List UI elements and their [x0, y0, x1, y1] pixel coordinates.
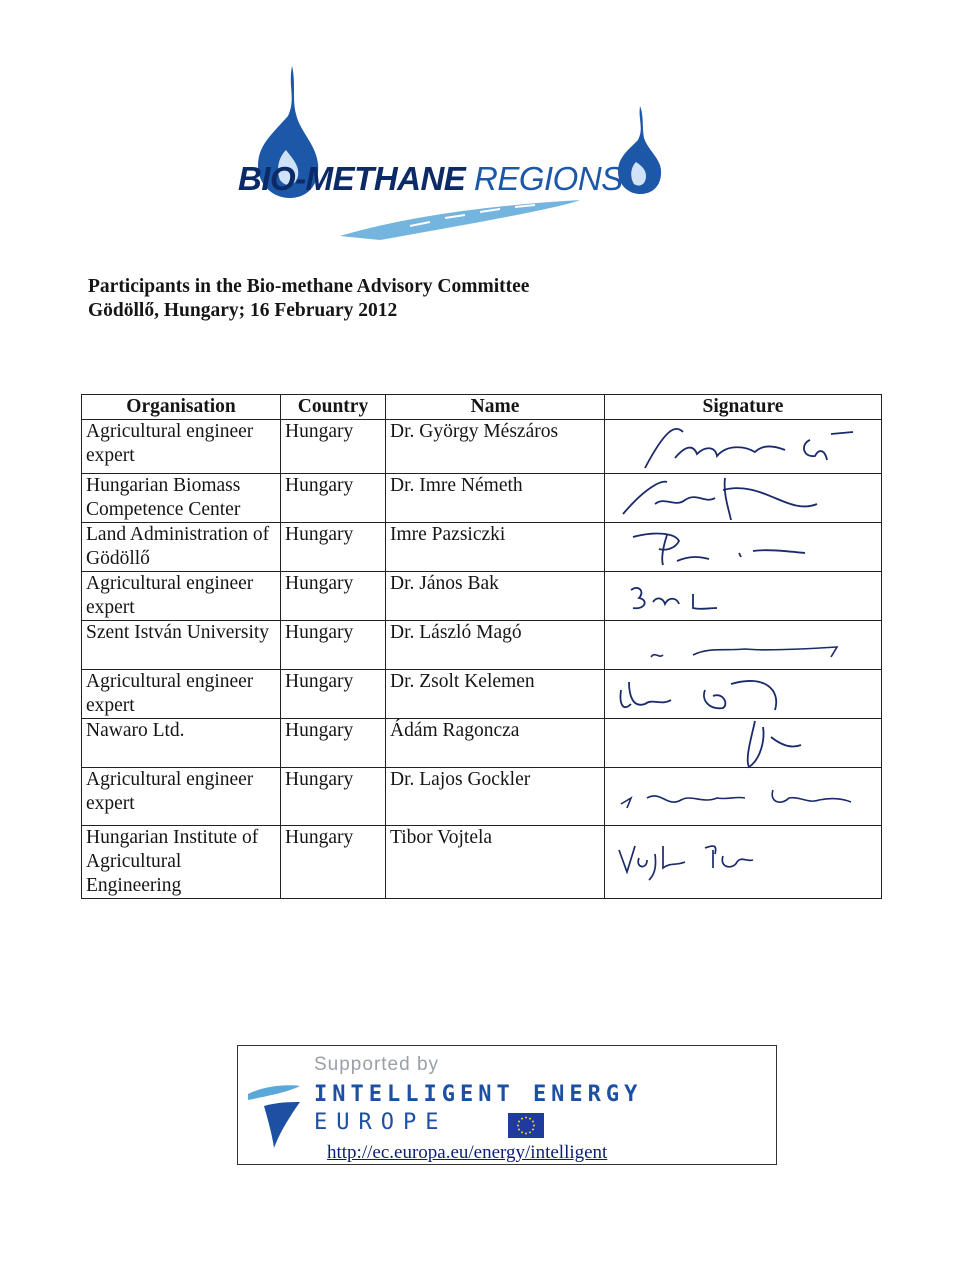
cell-country: Hungary — [281, 420, 386, 474]
cell-signature — [605, 420, 882, 474]
cell-name: Dr. Imre Németh — [386, 474, 605, 523]
cell-organisation: Agricultural engineer expert — [82, 572, 281, 621]
header-signature: Signature — [605, 395, 882, 420]
signature-image — [605, 420, 882, 474]
header-name: Name — [386, 395, 605, 420]
iee-line1: INTELLIGENT ENERGY — [314, 1082, 643, 1107]
header-country: Country — [281, 395, 386, 420]
cell-signature — [605, 523, 882, 572]
cell-organisation: Nawaro Ltd. — [82, 719, 281, 768]
cell-country: Hungary — [281, 670, 386, 719]
cell-name: Dr. Zsolt Kelemen — [386, 670, 605, 719]
iee-swoosh-icon — [244, 1072, 304, 1152]
cell-name: Dr. László Magó — [386, 621, 605, 670]
supported-by-label: Supported by — [314, 1054, 440, 1075]
signature-image — [605, 670, 882, 719]
cell-country: Hungary — [281, 621, 386, 670]
participants-table — [81, 394, 882, 899]
cell-name: Dr. Lajos Gockler — [386, 768, 605, 826]
cell-signature — [605, 826, 882, 899]
logo-text-bio: BIO-METHANE — [238, 160, 466, 197]
cell-name: Dr. János Bak — [386, 572, 605, 621]
logo-text — [238, 162, 623, 195]
cell-organisation: Agricultural engineer expert — [82, 670, 281, 719]
eu-stars-icon — [508, 1113, 544, 1138]
signature-image — [605, 826, 882, 898]
cell-country: Hungary — [281, 474, 386, 523]
eu-flag-icon — [508, 1113, 544, 1138]
table-row — [82, 621, 882, 670]
bio-methane-regions-logo — [230, 58, 730, 248]
cell-organisation: Hungarian Biomass Competence Center — [82, 474, 281, 523]
cell-name: Tibor Vojtela — [386, 826, 605, 899]
signature-image — [605, 572, 882, 621]
cell-country: Hungary — [281, 768, 386, 826]
table-header-row — [82, 395, 882, 420]
cell-signature — [605, 768, 882, 826]
cell-organisation: Land Administration of Gödöllő — [82, 523, 281, 572]
cell-signature — [605, 719, 882, 768]
document-title: Participants in the Bio-methane Advisory Committee — [88, 276, 530, 297]
signature-image — [605, 621, 882, 670]
supported-by-box — [237, 1045, 777, 1165]
table-row — [82, 719, 882, 768]
cell-name: Dr. György Mészáros — [386, 420, 605, 474]
flame-drops-icon — [230, 58, 730, 248]
iee-website-link[interactable]: http://ec.europa.eu/energy/intelligent — [327, 1142, 608, 1163]
cell-organisation: Hungarian Institute of Agricultural Engineering — [82, 826, 281, 899]
cell-signature — [605, 621, 882, 670]
cell-organisation: Agricultural engineer expert — [82, 420, 281, 474]
cell-country: Hungary — [281, 523, 386, 572]
signature-image — [605, 474, 882, 522]
iee-line2: EUROPE — [314, 1110, 448, 1135]
cell-country: Hungary — [281, 826, 386, 899]
cell-signature — [605, 572, 882, 621]
cell-signature — [605, 474, 882, 523]
table-row — [82, 523, 882, 572]
table-row — [82, 826, 882, 899]
table-row — [82, 474, 882, 523]
table-row — [82, 572, 882, 621]
cell-name: Ádám Ragoncza — [386, 719, 605, 768]
signature-image — [605, 719, 882, 768]
signature-image — [605, 768, 882, 826]
cell-country: Hungary — [281, 719, 386, 768]
cell-organisation: Agricultural engineer expert — [82, 768, 281, 826]
cell-signature — [605, 670, 882, 719]
document-subtitle: Gödöllő, Hungary; 16 February 2012 — [88, 300, 398, 321]
header-organisation: Organisation — [82, 395, 281, 420]
table-row — [82, 420, 882, 474]
cell-country: Hungary — [281, 572, 386, 621]
table-row — [82, 768, 882, 826]
table-row — [82, 670, 882, 719]
cell-name: Imre Pazsiczki — [386, 523, 605, 572]
logo-text-regions: REGIONS — [474, 160, 623, 197]
cell-organisation: Szent István University — [82, 621, 281, 670]
signature-image — [605, 523, 882, 572]
